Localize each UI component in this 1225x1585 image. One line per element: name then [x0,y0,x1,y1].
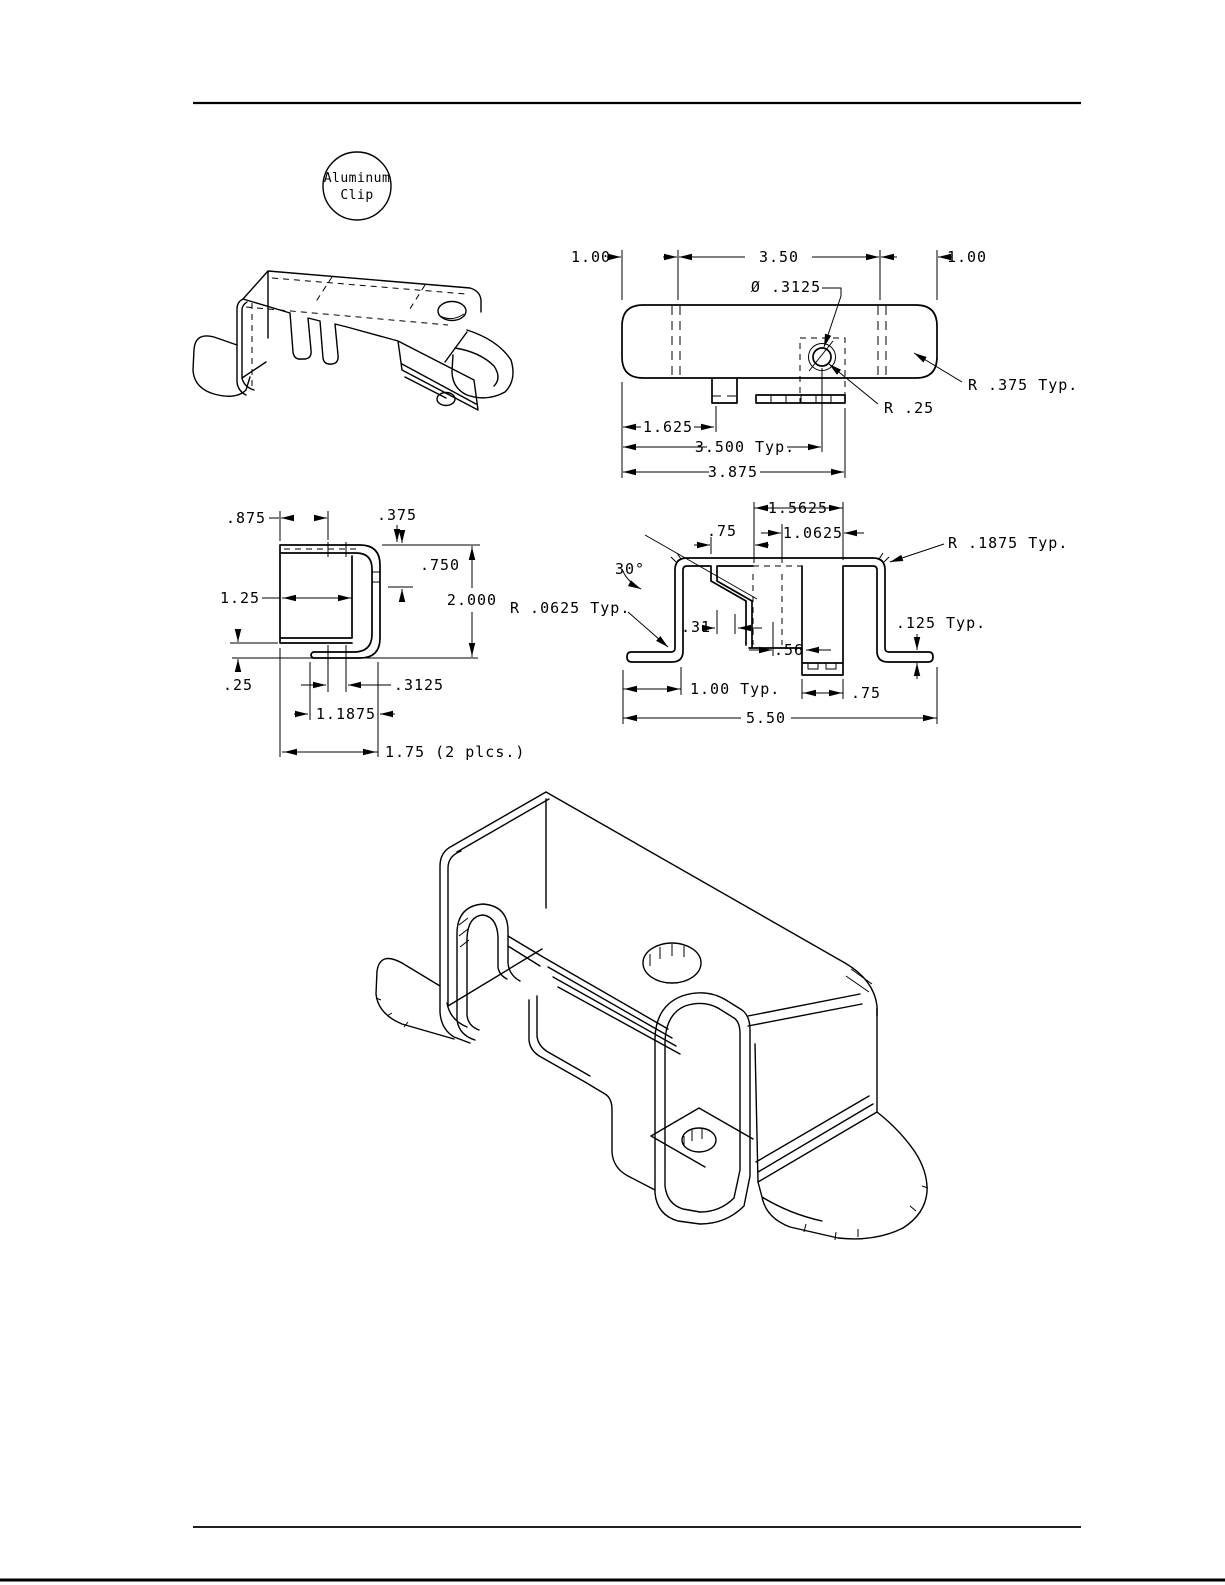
dim-text-overall: 3.875 [707,463,759,481]
title-balloon [323,152,391,220]
top-radius-leader [890,544,944,562]
small-iso-center-tab [398,341,478,410]
large-iso-step [529,996,655,1190]
dim-text-hole-dia: Ø .3125 [750,278,822,296]
side-view-outline [280,545,380,658]
fillet-leader [829,364,878,404]
front-view-hidden-lines [753,566,802,645]
dim-text-thickness: .125 Typ. [895,614,987,632]
dim-text-bend-offset: .3125 [393,676,445,694]
dim-text-foot-radius: R .0625 Typ. [510,599,631,617]
dim-text-foot-length: 1.00 Typ. [690,680,781,698]
dim-text-depth: .750 [419,556,461,574]
top-view-outline [622,305,937,403]
front-view-tab-notches [808,663,836,669]
dim-text-foot-rise: .25 [222,676,254,694]
dim-text-corner-radius: R .375 Typ. [968,376,1079,394]
dim-text-seg-mid: 3.50 [758,248,800,266]
small-iso-left-foot [193,336,254,396]
dim-text-foot-inner: 1.1875 [315,705,377,723]
top-view [571,248,1078,481]
large-iso-right-foot-ticks [804,969,928,1240]
small-iso-plate-left [237,271,481,395]
dim-text-height: 2.000 [446,591,498,609]
large-iso-tab-hole-ticks [684,1128,702,1146]
dim-text-slot-width: .75 [706,522,738,540]
front-view [510,499,1068,727]
small-iso-tab-hole [437,393,455,406]
dim-text-top-radius: R .1875 Typ. [948,534,1069,552]
foot-radius-leader [628,612,668,647]
isometric-view-small [193,271,513,410]
dim-text-tab-width: .75 [851,684,882,702]
dim-text-overall-length: 5.50 [745,709,787,727]
dim-text-tab-inner: 1.0625 [782,524,844,542]
small-iso-hidden-lines [246,277,466,386]
top-view-bend-lines [672,306,886,396]
dim-text-flange: .875 [225,509,267,527]
dim-text-inner-width: 1.25 [219,589,261,607]
dim-text-fillet-radius: R .25 [884,399,935,417]
large-iso-right-web [748,994,877,1182]
dim-text-seg-right: 1.00 [946,248,988,266]
large-iso-hook-prong [457,904,520,1040]
dim-text-hole-span: 3.500 Typ. [694,438,796,456]
page-rules [0,103,1225,1580]
dim-text-step: .31 [680,618,712,636]
dim-text-hole-from-left: 1.625 [642,418,694,436]
isometric-view-large [376,792,928,1240]
small-iso-top-hole [438,302,466,321]
large-iso-tab-hole [682,1128,716,1152]
dim-text-tab-right: 1.5625 [767,499,829,517]
dim-text-seg-left: 1.00 [570,248,612,266]
large-iso-center-tab [655,993,750,1224]
small-iso-right-foot [445,330,513,398]
large-iso-right-foot [758,1112,927,1239]
hole-leader-elbow [822,288,841,296]
dim-text-gap: .56 [773,641,805,659]
balloon-text-line2: Clip [340,188,374,203]
dim-text-lip: .375 [376,506,418,524]
large-iso-left-foot [376,959,467,1040]
hole-leader [824,296,841,347]
dim-text-foot-overall: 1.75 (2 plcs.) [385,743,526,761]
balloon-circle [323,152,391,220]
side-view [220,506,526,761]
small-iso-slots [243,299,398,364]
dim-text-angle: 30° [614,560,646,578]
balloon-text-line1: Aluminum [323,171,391,186]
large-iso-left-foot-ticks [376,998,408,1027]
